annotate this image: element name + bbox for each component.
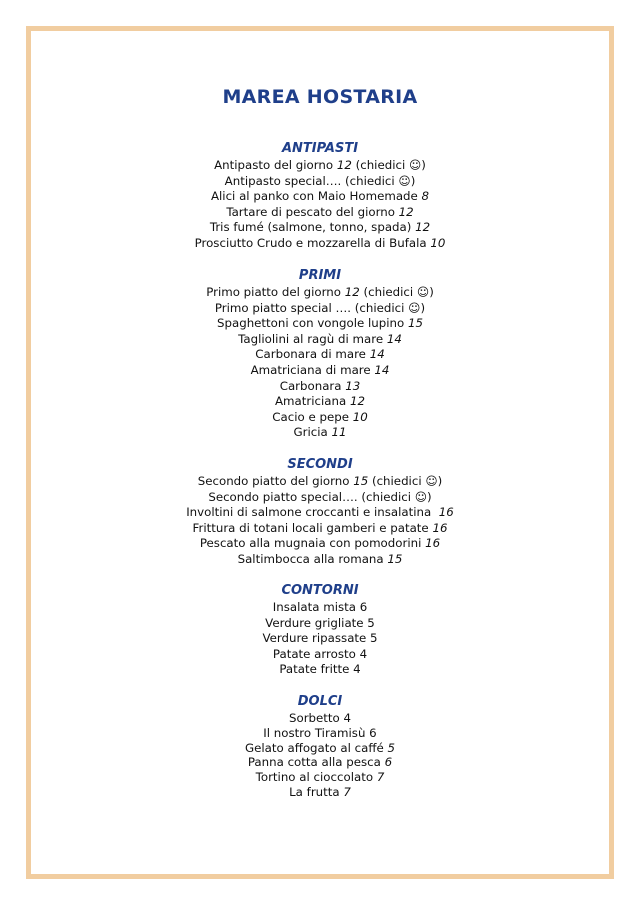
menu-item-price: 16 <box>425 536 441 551</box>
menu-item-name: Tartare di pescato del giorno <box>226 204 399 219</box>
menu-item-name: Secondo piatto special…. (chiedici ☺) <box>208 489 432 504</box>
menu-item-suffix: (chiedici ☺) <box>368 474 443 488</box>
menu-item-price: 11 <box>331 425 347 440</box>
menu-item-name: Carbonara di mare <box>255 347 370 362</box>
menu-item <box>0 474 640 490</box>
menu-item-price: 15 <box>407 316 423 331</box>
menu-item-price: 12 <box>344 285 360 299</box>
menu-item <box>0 174 640 190</box>
menu-item-price: 7 <box>343 784 351 799</box>
menu-item-price: 14 <box>374 362 390 377</box>
menu-item-name: Tris fumé (salmone, tonno, spada) <box>209 220 416 235</box>
menu-item-price: 12 <box>398 204 414 219</box>
menu-item-price: 14 <box>386 331 402 346</box>
section-antipasti <box>0 141 640 252</box>
menu-item <box>0 301 640 317</box>
menu-item <box>0 332 640 348</box>
menu-item <box>0 662 640 678</box>
menu-item-name: Saltimbocca alla romana <box>237 551 388 566</box>
menu-item <box>0 600 640 616</box>
menu-item-name: Frittura di totani locali gamberi e patate <box>192 520 433 535</box>
menu-item <box>0 631 640 647</box>
section-secondi <box>0 457 640 568</box>
menu-item-name: Pescato alla mugnaia con pomodorini <box>199 536 426 551</box>
menu-item-price: 15 <box>353 474 369 488</box>
menu-item <box>0 236 640 252</box>
menu-item-name: Patate arrosto 4 <box>272 646 368 661</box>
menu-item-name: Secondo piatto del giorno <box>197 474 354 488</box>
menu-item-name: Primo piatto del giorno <box>206 285 345 299</box>
menu-item <box>0 285 640 301</box>
section-heading: ANTIPASTI <box>281 141 359 156</box>
menu-item-name: Patate fritte 4 <box>279 662 361 677</box>
menu-item-name: Insalata mista 6 <box>272 600 368 614</box>
menu-item <box>0 616 640 632</box>
section-heading: SECONDI <box>287 457 353 472</box>
menu-item-name: Primo piatto special …. (chiedici ☺) <box>214 300 426 315</box>
menu-item-name: Involtini di salmone croccanti e insalatina <box>186 505 439 520</box>
menu-item-price: 12 <box>336 158 352 172</box>
menu-item-suffix: (chiedici ☺) <box>359 285 434 299</box>
menu-item <box>0 741 640 756</box>
menu-item <box>0 536 640 552</box>
menu-item <box>0 205 640 221</box>
menu-item-price: 13 <box>345 378 361 393</box>
menu-item <box>0 158 640 174</box>
menu-item-price: 10 <box>430 235 446 250</box>
menu-item <box>0 770 640 785</box>
menu-item <box>0 189 640 205</box>
menu-item <box>0 755 640 770</box>
menu-item <box>0 490 640 506</box>
menu-item-price: 12 <box>349 394 365 409</box>
menu-item-name: Antipasto special…. (chiedici ☺) <box>224 173 416 188</box>
menu-item-price: 10 <box>352 409 368 424</box>
menu-item-name: Carbonara <box>279 378 346 393</box>
menu-item-price: 7 <box>376 770 385 785</box>
menu-item <box>0 316 640 332</box>
menu-item-name: Panna cotta alla pesca <box>247 755 385 770</box>
menu-item-price: 5 <box>387 740 395 755</box>
menu-item <box>0 394 640 410</box>
menu-item-name: Sorbetto 4 <box>288 711 352 725</box>
section-dolci <box>0 694 640 800</box>
menu-item-name: Alici al panko con Maio Homemade <box>210 189 422 204</box>
menu-item-name: Amatriciana <box>274 394 350 409</box>
menu-item <box>0 552 640 568</box>
menu-item <box>0 363 640 379</box>
menu-item <box>0 711 640 726</box>
menu-item <box>0 726 640 741</box>
menu-item <box>0 521 640 537</box>
menu-item-name: Gricia <box>293 425 332 440</box>
menu-item-suffix: (chiedici ☺) <box>351 158 426 172</box>
menu-item <box>0 425 640 441</box>
menu-item-price: 12 <box>415 220 431 235</box>
menu-item <box>0 785 640 800</box>
menu-item-name: Antipasto del giorno <box>214 158 337 172</box>
menu-item-price: 8 <box>421 189 430 204</box>
menu-item-name: Il nostro Tiramisù 6 <box>263 725 377 740</box>
menu-item-name: Prosciutto Crudo e mozzarella di Bufala <box>194 235 431 250</box>
menu-item <box>0 647 640 663</box>
menu-item <box>0 379 640 395</box>
menu-item-name: Tortino al cioccolato <box>255 770 377 785</box>
menu-item <box>0 505 640 521</box>
restaurant-title: MAREA HOSTARIA <box>222 86 418 108</box>
section-contorni <box>0 583 640 678</box>
menu-item-name: Spaghettoni con vongole lupino <box>217 316 408 331</box>
section-heading: CONTORNI <box>281 583 359 598</box>
menu-item-name: Verdure grigliate 5 <box>265 615 375 630</box>
menu-item <box>0 410 640 426</box>
menu-item <box>0 220 640 236</box>
section-heading: PRIMI <box>298 268 342 283</box>
menu-item-price: 6 <box>384 755 393 770</box>
menu-item-name: Tagliolini al ragù di mare <box>238 331 387 346</box>
menu-item <box>0 347 640 363</box>
menu-item-price: 16 <box>438 505 454 520</box>
menu-item-name: La frutta <box>289 784 344 799</box>
menu-item-name: Cacio e pepe <box>272 409 353 424</box>
menu-item-price: 14 <box>369 347 385 362</box>
section-heading: DOLCI <box>297 694 343 709</box>
section-primi <box>0 268 640 441</box>
menu-item-price: 15 <box>387 551 403 566</box>
menu-item-name: Gelato affogato al caffé <box>244 740 388 755</box>
menu-item-name: Verdure ripassate 5 <box>262 631 378 646</box>
menu-item-name: Amatriciana di mare <box>250 362 375 377</box>
menu-item-price: 16 <box>432 520 448 535</box>
